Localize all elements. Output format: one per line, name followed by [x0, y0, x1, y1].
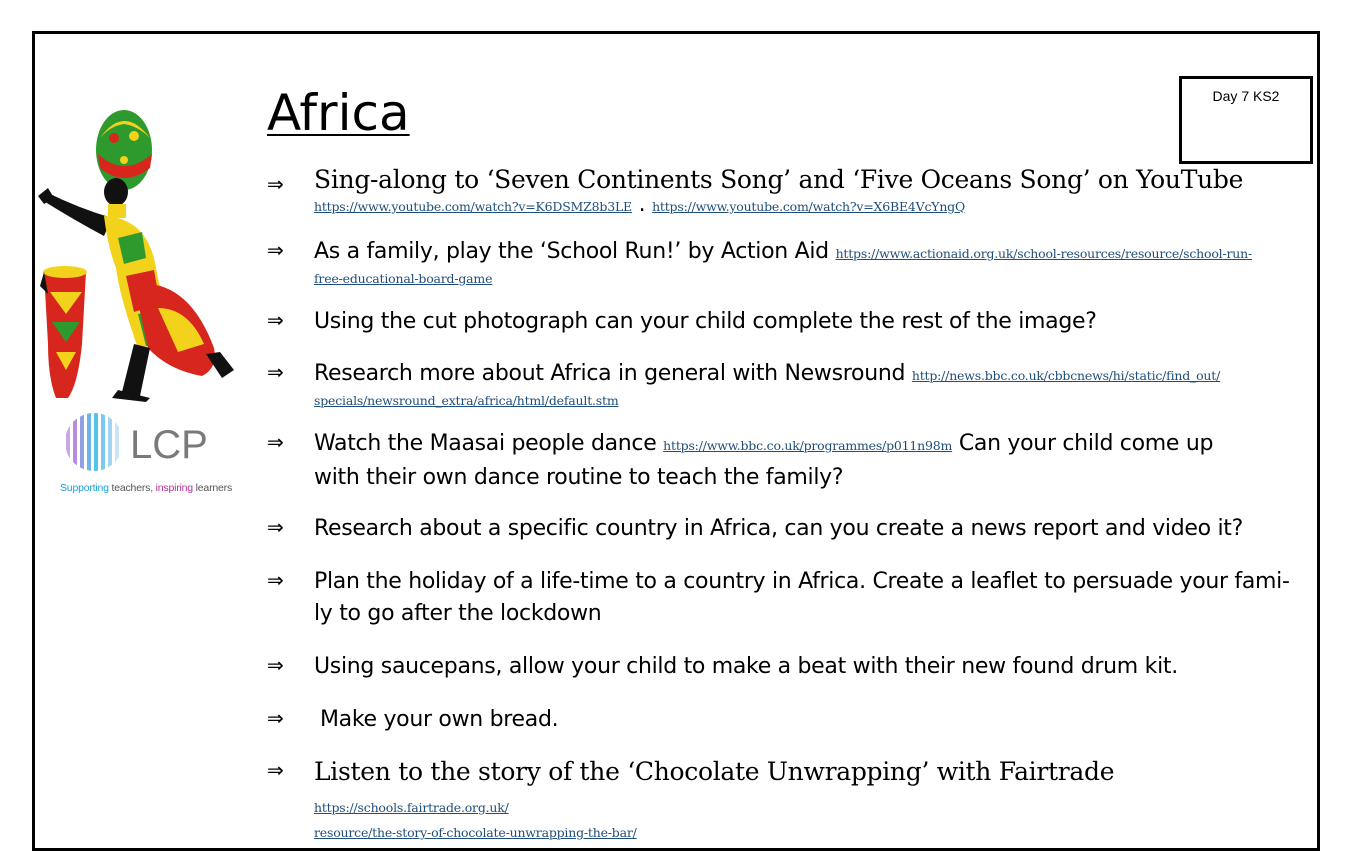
newsround-link[interactable]: http://news.bbc.co.uk/cbbcnews/hi/static/find_out/ [911, 368, 1221, 383]
bullet-arrow-icon: ⇒ [267, 430, 284, 454]
bullet-arrow-icon: ⇒ [267, 758, 284, 782]
bullet-arrow-icon: ⇒ [267, 308, 284, 332]
list-item: ⇒ Plan the holiday of a life-time to a country in Africa. Create a leaflet to persuade your fami- ly to go after the lockdown [267, 568, 1290, 626]
list-item: ⇒ Make your own bread. [267, 706, 559, 732]
lcp-logo [56, 408, 236, 498]
youtube-link-oceans[interactable]: https://www.youtube.com/watch?v=X6BE4VcYngQ [652, 199, 966, 214]
actionaid-link[interactable]: https://www.actionaid.org.uk/school-resources/resource/school-run- [835, 246, 1252, 261]
list-item: ⇒ Research about a specific country in Africa, can you create a news report and video it? [267, 515, 1243, 541]
fairtrade-link[interactable]: https://schools.fairtrade.org.uk/ [314, 800, 509, 815]
list-item: ⇒ Using the cut photograph can your child complete the rest of the image? [267, 308, 1097, 334]
lcp-logo-mark [56, 408, 236, 478]
bullet-arrow-icon: ⇒ [267, 706, 284, 730]
bullet-arrow-icon: ⇒ [267, 653, 284, 677]
list-item: ⇒ Watch the Maasai people dance https://www.bbc.co.uk/programmes/p011n98m Can your child come up with their own dance routine to teach the family? [267, 430, 1214, 490]
list-item: ⇒ Research more about Africa in general with Newsround http://news.bbc.co.uk/cbbcnews/hi/static/find_out/ specials/newsround_extra/africa/html/default.stm [267, 360, 1221, 408]
fairtrade-link-cont[interactable]: resource/the-story-of-chocolate-unwrapping-the-bar/ [314, 825, 637, 840]
actionaid-link-cont[interactable]: free-educational-board-game [314, 271, 493, 286]
list-item: ⇒ Listen to the story of the ‘Chocolate Unwrapping’ with Fairtrade https://schools.fairtrade.org.uk/ resource/the-story-of-chocolate-unwrapping-the-bar/ [267, 757, 1115, 840]
bullet-arrow-icon: ⇒ [267, 360, 284, 384]
bullet-arrow-icon: ⇒ [267, 515, 284, 539]
list-item: ⇒ Sing-along to ‘Seven Continents Song’ and ‘Five Oceans Song’ on YouTube https://www.youtube.com/watch?v=K6DSMZ8b3LE . https://www.youtube.com/watch?v=X6BE4VcYngQ [267, 165, 1244, 217]
page-title: Africa [267, 84, 410, 142]
african-dancer-illustration [38, 108, 234, 402]
youtube-link-continents[interactable]: https://www.youtube.com/watch?v=K6DSMZ8b3LE [314, 199, 632, 214]
day-label-box [1179, 76, 1313, 164]
bbc-maasai-link[interactable]: https://www.bbc.co.uk/programmes/p011n98m [663, 438, 953, 453]
bullet-arrow-icon: ⇒ [267, 568, 284, 592]
bullet-arrow-icon: ⇒ [267, 238, 284, 262]
list-item: ⇒ Using saucepans, allow your child to make a beat with their new found drum kit. [267, 653, 1178, 679]
newsround-link-cont[interactable]: specials/newsround_extra/africa/html/default.stm [314, 393, 619, 408]
list-item: ⇒ As a family, play the ‘School Run!’ by Action Aid https://www.actionaid.org.uk/school-resources/resource/school-run- free-educational-board-game [267, 238, 1252, 286]
bullet-arrow-icon: ⇒ [267, 172, 284, 196]
day-label: Day 7 KS2 [1212, 88, 1280, 104]
lcp-tagline: Supporting teachers, inspiring learners [60, 482, 232, 494]
lcp-logo-text: LCP [130, 423, 208, 467]
